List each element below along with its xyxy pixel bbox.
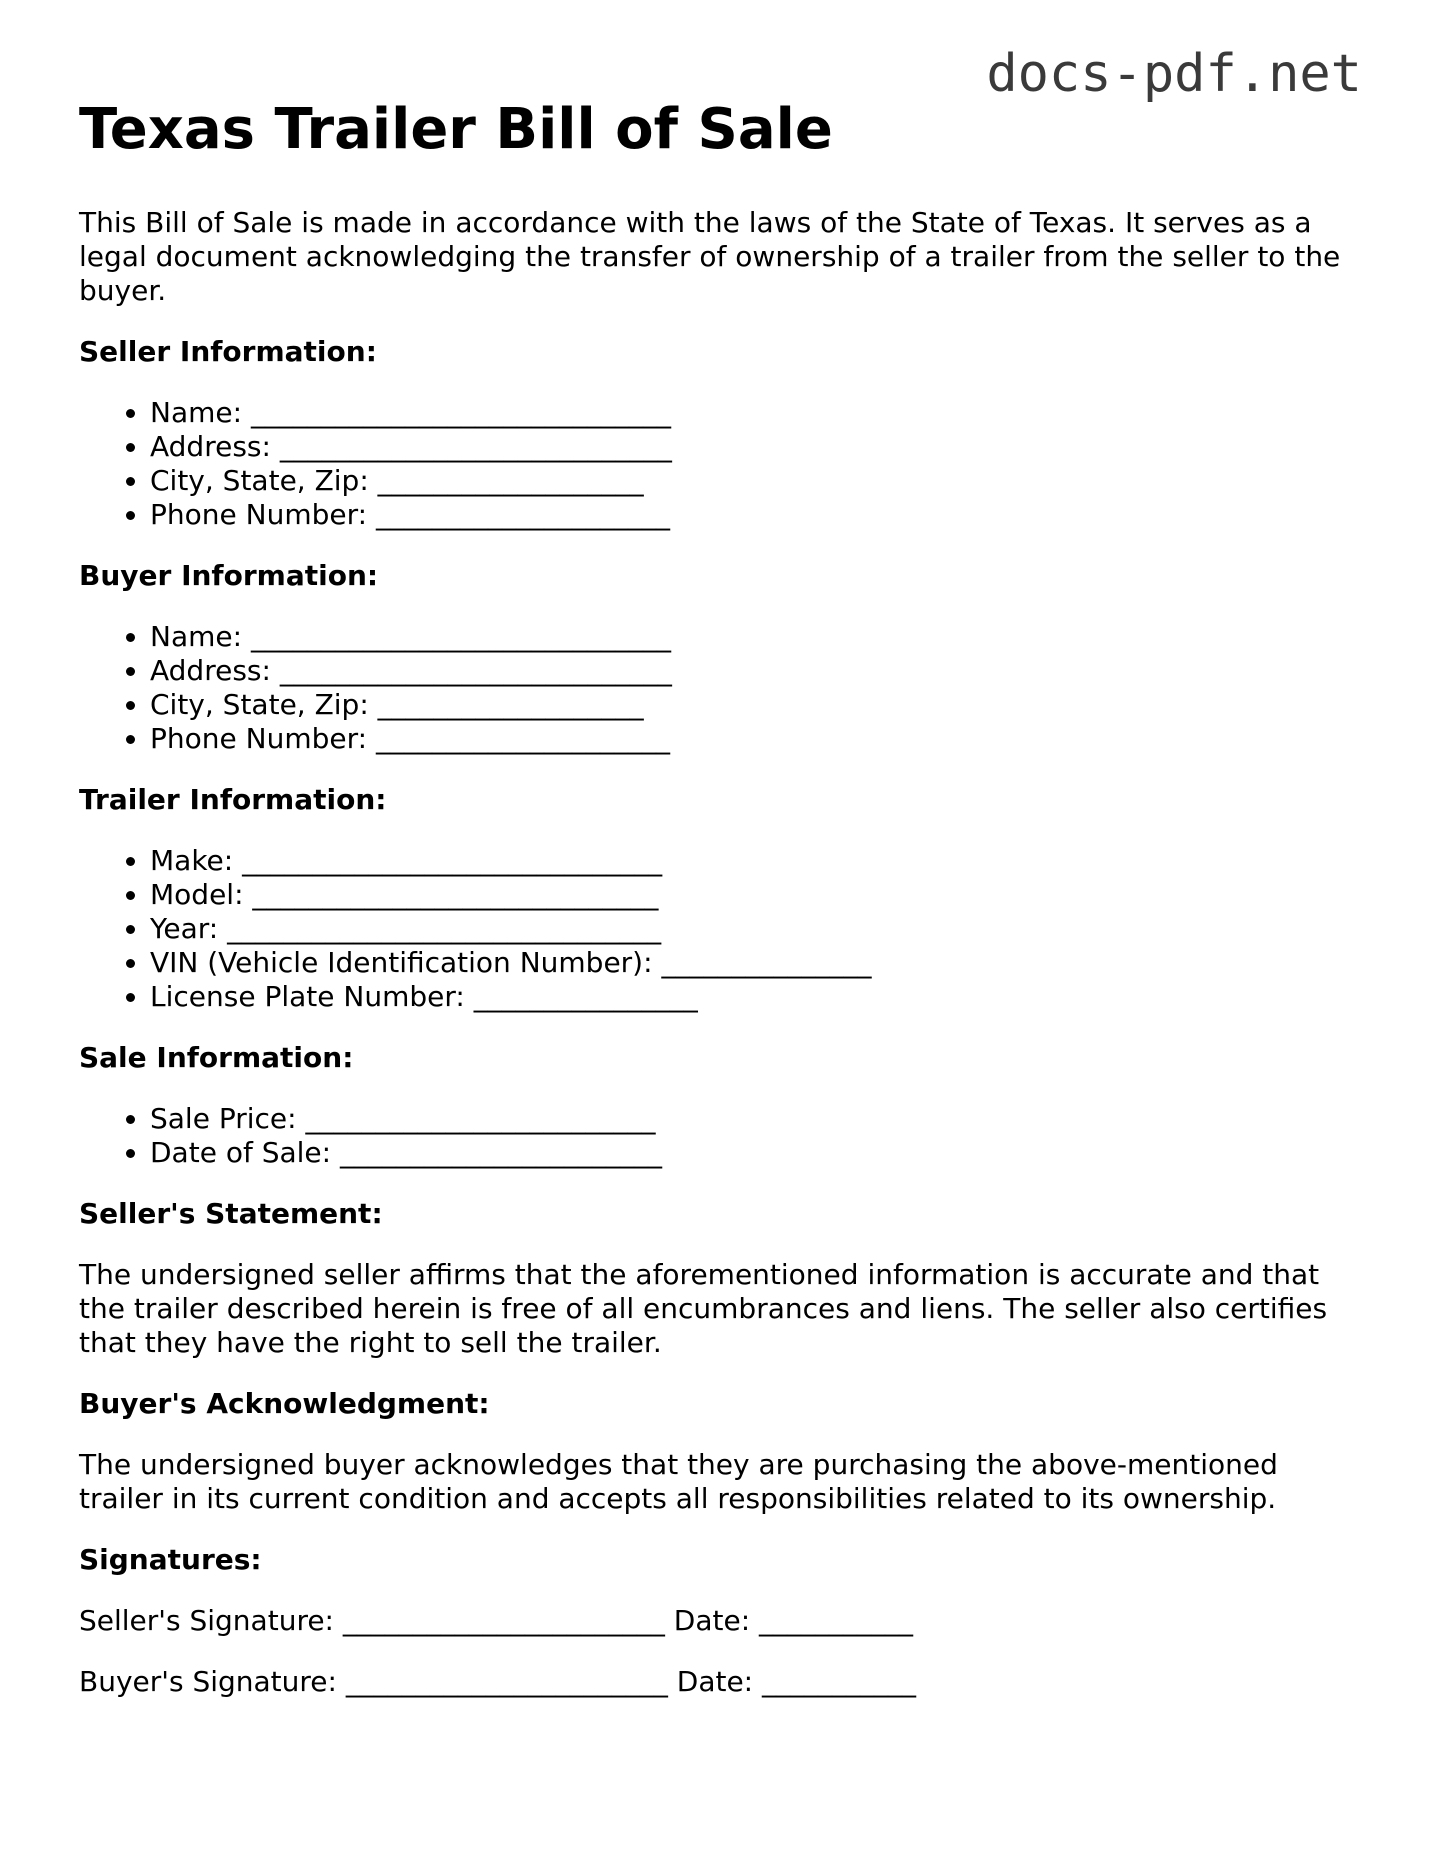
buyer-list: [79, 620, 1369, 756]
trailer-model-field: • Model: _____________________________: [150, 878, 1369, 912]
signatures-heading: Signatures:: [79, 1543, 262, 1576]
seller-address-field: • Address: ____________________________: [150, 430, 1369, 464]
trailer-year-field: • Year: _______________________________: [150, 912, 1369, 946]
watermark: docs-pdf.net: [986, 44, 1362, 104]
sale-heading: Sale Information:: [79, 1041, 354, 1074]
buyer-ack-text: The undersigned buyer acknowledges that they are purchasing the above-mentioned trailer in its current condition and accepts all responsibilities related to its ownership.: [79, 1448, 1278, 1515]
trailer-make-field: • Make: ______________________________: [150, 844, 1369, 878]
sale-list: [79, 1102, 1369, 1170]
seller-list: [79, 396, 1369, 532]
page-title: Texas Trailer Bill of Sale: [79, 97, 833, 162]
trailer-heading: Trailer Information:: [79, 783, 387, 816]
seller-statement-heading: Seller's Statement:: [79, 1197, 383, 1230]
trailer-list: [79, 844, 1369, 1014]
seller-name-field: • Name: ______________________________: [150, 396, 1369, 430]
buyer-signature-line: Buyer's Signature: _______________________ Date: ___________: [79, 1665, 917, 1698]
buyer-heading: Buyer Information:: [79, 559, 379, 592]
document: [79, 98, 1369, 1726]
trailer-vin-field: • VIN (Vehicle Identification Number): _______________: [150, 946, 1369, 980]
trailer-plate-field: • License Plate Number: ________________: [150, 980, 1369, 1014]
buyer-name-field: • Name: ______________________________: [150, 620, 1369, 654]
buyer-address-field: • Address: ____________________________: [150, 654, 1369, 688]
buyer-phone-field: • Phone Number: _____________________: [150, 722, 1369, 756]
sale-price-field: • Sale Price: _________________________: [150, 1102, 1369, 1136]
buyer-city-field: • City, State, Zip: ___________________: [150, 688, 1369, 722]
seller-heading: Seller Information:: [79, 335, 377, 368]
sale-date-field: • Date of Sale: _______________________: [150, 1136, 1369, 1170]
seller-phone-field: • Phone Number: _____________________: [150, 498, 1369, 532]
seller-statement-text: The undersigned seller affirms that the aforementioned information is accurate and that the trailer described herein is free of all encumbrances and liens. The seller also certifies that they have the right to sell the trailer.: [79, 1258, 1328, 1359]
seller-city-field: • City, State, Zip: ___________________: [150, 464, 1369, 498]
seller-signature-line: Seller's Signature: _______________________ Date: ___________: [79, 1604, 914, 1637]
buyer-ack-heading: Buyer's Acknowledgment:: [79, 1387, 490, 1420]
intro-paragraph: This Bill of Sale is made in accordance with the laws of the State of Texas. It serves as a legal document acknowledging the transfer of ownership of a trailer from the seller to the buyer.: [79, 206, 1341, 307]
